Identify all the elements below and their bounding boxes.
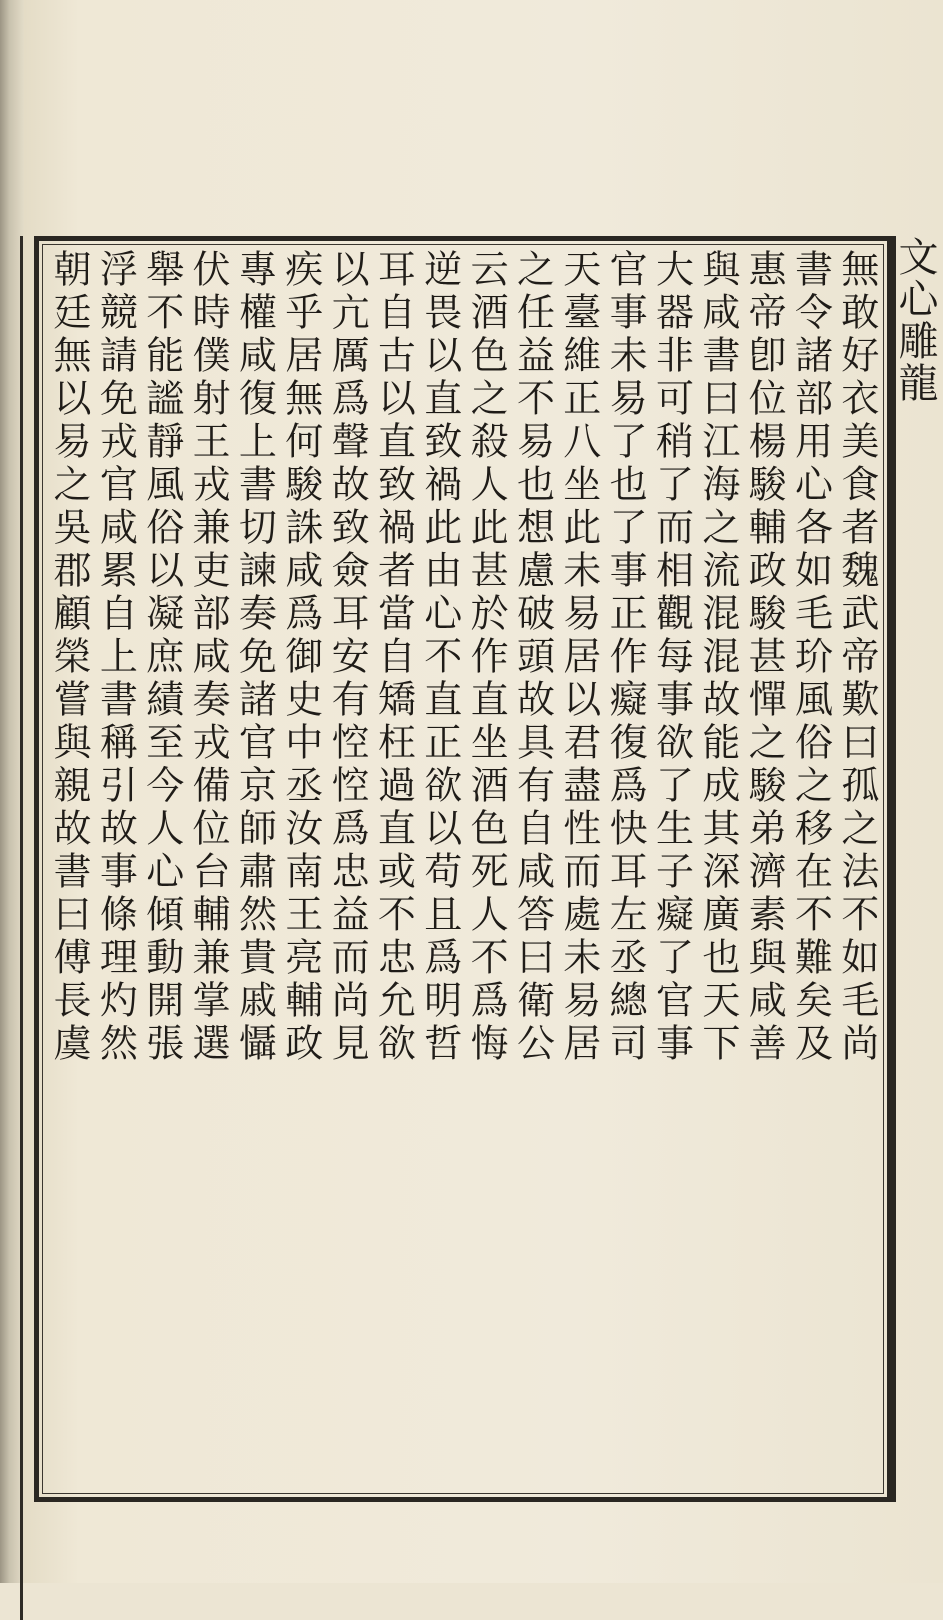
text-column: 與咸書曰江海之流混混故能成其深廣也天下 — [695, 249, 740, 1066]
text-column: 大器非可稍了而相觀每事欲了生子癡了官事 — [649, 249, 694, 1066]
text-column: 逆畏以直致禍此由心不直正欲以苟且爲明哲 — [417, 249, 462, 1066]
text-frame — [34, 236, 892, 1502]
text-column: 無敢好衣美食者魏武帝歎曰孤之法不如毛尚 — [834, 249, 879, 1066]
margin-title: 文心雕龍 — [892, 236, 938, 404]
text-column: 專權咸復上書切諫奏免諸官京師肅然貴戚懾 — [232, 249, 277, 1066]
text-column: 以亢厲爲聲故致僉耳安有悾悾爲忠益而尚見 — [325, 249, 370, 1066]
text-column: 伏時僕射王戎兼吏部咸奏戎備位台輔兼掌選 — [186, 249, 231, 1066]
text-column: 朝廷無以易之吳郡顧榮嘗與親故書曰傅長虞 — [47, 249, 91, 1066]
text-column: 天臺維正八坐此未易居以君盡性而處未易居 — [556, 249, 601, 1066]
text-column: 浮競請免戎官咸累自上書稱引故事條理灼然 — [93, 249, 138, 1066]
book-page — [24, 0, 943, 1583]
text-column: 書令諸部用心各如毛玠風俗之移在不難矣及 — [788, 249, 833, 1066]
previous-page-edge — [0, 236, 23, 1620]
text-column: 官事未易了也了事正作癡復爲快耳左丞總司 — [603, 249, 648, 1066]
text-column: 舉不能謐靜風俗以凝庶績至今人心傾動開張 — [139, 249, 184, 1066]
text-columns — [49, 249, 877, 1491]
text-column: 疾乎居無何駿誅咸爲御史中丞汝南王亮輔政 — [278, 249, 323, 1066]
text-column: 惠帝卽位楊駿輔政駿甚憚之駿弟濟素與咸善 — [742, 249, 787, 1066]
text-column: 耳自古以直致禍者當自矯枉過直或不忠允欲 — [371, 249, 416, 1066]
text-column: 之任益不易也想慮破頭故具有自咸答曰衛公 — [510, 249, 555, 1066]
text-column: 云酒色之殺人此甚於作直坐酒色死人不爲悔 — [464, 249, 509, 1066]
